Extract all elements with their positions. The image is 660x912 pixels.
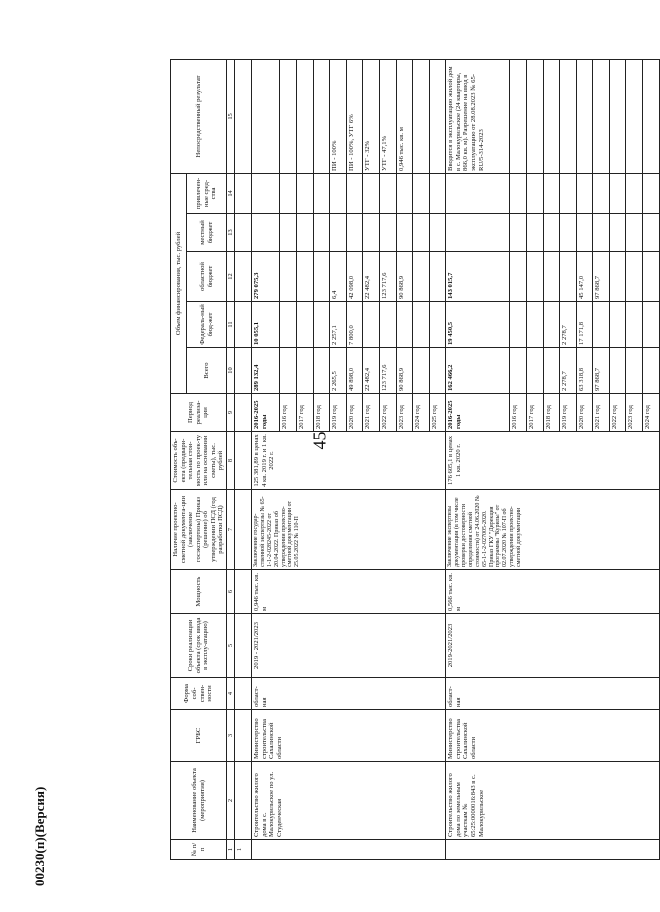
local-cell <box>429 214 446 252</box>
total-cell <box>543 348 560 394</box>
result-cell: Вводится в эксплуатацию жилой дом в с. Малокурильское (24 квартиры, 866,0 кв. м). Разрешение на ввод в эксплуатацию от 28.08.2023 № 65-RU/5-314-2023 <box>446 59 510 173</box>
header-cost: Стоимость объ-екта (предвари-тельная стои-мость по проек-ту или на основании сметы), тыс. рублей <box>171 432 227 490</box>
other-cell <box>526 173 543 213</box>
federal-cell <box>642 302 659 348</box>
other-cell <box>626 173 643 213</box>
empty-cell <box>235 762 252 840</box>
local-cell <box>642 214 659 252</box>
header-local: местный бюджет <box>187 214 227 252</box>
regional-cell: 45 147,0 <box>576 252 593 302</box>
regional-cell <box>413 252 430 302</box>
result-cell: ПИ - 100%, УТГ 6% <box>346 59 363 173</box>
other-cell <box>379 173 396 213</box>
header-result: Непосредственный результат <box>171 59 227 173</box>
regional-cell <box>543 252 560 302</box>
regional-cell: 97 868,7 <box>593 252 610 302</box>
document-footer: 00230(п)(Версия) <box>32 786 47 886</box>
period-cell: 2016-2025 годы <box>251 394 279 432</box>
period-cell: 2024 год <box>413 394 430 432</box>
other-cell <box>560 173 577 213</box>
empty-cell <box>235 348 252 394</box>
program-table <box>170 59 660 860</box>
result-cell <box>642 59 659 173</box>
period-cell: 2024 год <box>642 394 659 432</box>
other-cell <box>413 173 430 213</box>
local-cell <box>346 214 363 252</box>
local-cell <box>379 214 396 252</box>
regional-cell <box>510 252 527 302</box>
header-regional: областной бюджет <box>187 252 227 302</box>
period-cell: 2016 год <box>280 394 297 432</box>
other-cell <box>446 173 510 213</box>
table-body <box>235 59 659 859</box>
total-cell <box>609 348 626 394</box>
federal-cell <box>363 302 380 348</box>
period-cell: 2021 год <box>363 394 380 432</box>
federal-cell: 2 257,1 <box>330 302 347 348</box>
local-cell <box>626 214 643 252</box>
other-cell <box>576 173 593 213</box>
empty-cell <box>235 214 252 252</box>
period-cell: 2022 год <box>379 394 396 432</box>
federal-cell <box>297 302 314 348</box>
other-cell <box>297 173 314 213</box>
regional-cell: 42 098,0 <box>346 252 363 302</box>
regional-cell <box>609 252 626 302</box>
section-row <box>235 59 252 859</box>
object-name: Строительство жилого дома по земельным участкам № 65:25:0000016:843 в с. Малокурильское <box>446 762 660 840</box>
row-number-cell <box>251 840 445 860</box>
object-name: Строительство жилого дома в с. Малокурильское по ул. Студенческая <box>251 762 445 840</box>
result-cell <box>609 59 626 173</box>
regional-cell: 123 717,6 <box>379 252 396 302</box>
header-psd: Наличие проектно-сметной документа-ции (заключение госэкспертизы) Приказ (решение) об утверждении ПСД (год разработки ПСД) <box>171 490 227 570</box>
period-cell: 2021 год <box>593 394 610 432</box>
header-period: Период реализа-ции <box>171 394 227 432</box>
empty-cell <box>235 614 252 678</box>
result-cell <box>297 59 314 173</box>
object-cost: 176 605,1 в ценах 1 кв. 2020 г. <box>446 432 660 490</box>
row-number-cell <box>446 840 660 860</box>
regional-cell: 22 482,4 <box>363 252 380 302</box>
total-cell: 289 132,4 <box>251 348 279 394</box>
object-psd: Заключение государ-ственной экспертизы № 65-1-1-2-028245-2022 от 20.04.2022. Приказ об утверждении проектно-сметной документации от 25.05.2022 № 110-П <box>251 490 445 570</box>
regional-cell: 279 075,3 <box>251 252 279 302</box>
federal-cell <box>593 302 610 348</box>
local-cell <box>576 214 593 252</box>
column-number: 9 <box>227 394 235 432</box>
column-number: 7 <box>227 490 235 570</box>
federal-cell: 10 055,1 <box>251 302 279 348</box>
other-cell <box>429 173 446 213</box>
column-number: 1 <box>227 840 235 860</box>
federal-cell <box>609 302 626 348</box>
local-cell <box>526 214 543 252</box>
object-capacity: 0,566 тыс. кв. м <box>446 570 660 614</box>
period-cell: 2016-2025 годы <box>446 394 510 432</box>
federal-cell <box>429 302 446 348</box>
other-cell <box>396 173 413 213</box>
other-cell <box>280 173 297 213</box>
regional-cell: 143 015,7 <box>446 252 510 302</box>
result-cell <box>413 59 430 173</box>
result-cell <box>560 59 577 173</box>
empty-cell <box>235 173 252 213</box>
result-cell <box>313 59 330 173</box>
page-number: 45 <box>309 431 330 450</box>
local-cell <box>413 214 430 252</box>
regional-cell <box>626 252 643 302</box>
column-number: 2 <box>227 762 235 840</box>
regional-cell <box>526 252 543 302</box>
column-number: 13 <box>227 214 235 252</box>
header-name: Наименование объекта (мероприятия) <box>171 762 227 840</box>
local-cell <box>313 214 330 252</box>
period-cell: 2017 год <box>526 394 543 432</box>
local-cell <box>560 214 577 252</box>
regional-cell <box>297 252 314 302</box>
federal-cell: 2 278,7 <box>560 302 577 348</box>
column-number: 3 <box>227 710 235 762</box>
other-cell <box>313 173 330 213</box>
period-cell: 2023 год <box>396 394 413 432</box>
total-cell <box>526 348 543 394</box>
header-total: Всего <box>187 348 227 394</box>
header-funding: Объем финансирования, тыс. рублей <box>171 173 187 393</box>
total-cell <box>429 348 446 394</box>
result-cell <box>626 59 643 173</box>
empty-cell <box>235 302 252 348</box>
federal-cell: 17 171,8 <box>576 302 593 348</box>
period-cell: 2020 год <box>346 394 363 432</box>
result-cell <box>251 59 279 173</box>
federal-cell <box>413 302 430 348</box>
result-cell <box>543 59 560 173</box>
result-cell <box>510 59 527 173</box>
local-cell <box>510 214 527 252</box>
total-cell <box>313 348 330 394</box>
period-cell: 2018 год <box>543 394 560 432</box>
empty-cell <box>235 490 252 570</box>
local-cell <box>280 214 297 252</box>
total-cell <box>626 348 643 394</box>
column-number: 4 <box>227 678 235 710</box>
local-cell <box>330 214 347 252</box>
total-cell <box>510 348 527 394</box>
period-cell: 2025 год <box>429 394 446 432</box>
federal-cell <box>379 302 396 348</box>
column-number: 15 <box>227 59 235 173</box>
header-term: Сроки реализации объекта (срок ввода в эксплу-атацию) <box>171 614 227 678</box>
total-cell: 2 278,7 <box>560 348 577 394</box>
other-cell <box>609 173 626 213</box>
period-cell: 2017 год <box>297 394 314 432</box>
period-cell: 2018 год <box>313 394 330 432</box>
period-cell: 2019 год <box>330 394 347 432</box>
other-cell <box>363 173 380 213</box>
header-num: № п/п <box>171 840 227 860</box>
regional-cell <box>280 252 297 302</box>
regional-cell <box>560 252 577 302</box>
total-cell: 2 265,5 <box>330 348 347 394</box>
other-cell <box>251 173 279 213</box>
result-cell: УТГ - 32% <box>363 59 380 173</box>
empty-cell <box>235 394 252 432</box>
column-number: 10 <box>227 348 235 394</box>
other-cell <box>346 173 363 213</box>
total-cell: 162 466,2 <box>446 348 510 394</box>
empty-cell <box>235 252 252 302</box>
other-cell <box>330 173 347 213</box>
header-federal: Федераль-ный бюд-жет <box>187 302 227 348</box>
header-capacity: Мощность <box>171 570 227 614</box>
object-term: 2019-2021/2023 <box>446 614 660 678</box>
local-cell <box>251 214 279 252</box>
total-cell: 90 868,9 <box>396 348 413 394</box>
local-cell <box>363 214 380 252</box>
column-number: 5 <box>227 614 235 678</box>
empty-cell <box>235 570 252 614</box>
local-cell <box>543 214 560 252</box>
object-form: област-ная <box>251 678 445 710</box>
federal-cell <box>313 302 330 348</box>
federal-cell <box>396 302 413 348</box>
table-row <box>446 59 510 859</box>
object-capacity: 0,946 тыс. кв. м <box>251 570 445 614</box>
local-cell <box>297 214 314 252</box>
other-cell <box>510 173 527 213</box>
other-cell <box>593 173 610 213</box>
header-other: привлечен-ные сред-ства <box>187 173 227 213</box>
header-form: Форма соб-ствен-ности <box>171 678 227 710</box>
rotated-table-sheet <box>170 60 651 860</box>
regional-cell <box>429 252 446 302</box>
object-form: област-ная <box>446 678 660 710</box>
object-grbs: Министерство строительства Сахалинской области <box>251 710 445 762</box>
total-cell: 123 717,6 <box>379 348 396 394</box>
total-cell: 63 318,8 <box>576 348 593 394</box>
total-cell: 97 868,7 <box>593 348 610 394</box>
section-marker: 1 <box>235 840 252 860</box>
local-cell <box>396 214 413 252</box>
total-cell: 22 482,4 <box>363 348 380 394</box>
total-cell <box>280 348 297 394</box>
regional-cell <box>642 252 659 302</box>
result-cell <box>593 59 610 173</box>
federal-cell <box>526 302 543 348</box>
header-grbs: ГРБС <box>171 710 227 762</box>
result-cell <box>576 59 593 173</box>
empty-cell <box>235 710 252 762</box>
table-row <box>251 59 279 859</box>
regional-cell <box>313 252 330 302</box>
column-number: 6 <box>227 570 235 614</box>
result-cell <box>429 59 446 173</box>
total-cell <box>642 348 659 394</box>
local-cell <box>593 214 610 252</box>
result-cell: ПИ - 100% <box>330 59 347 173</box>
total-cell <box>297 348 314 394</box>
period-cell: 2022 год <box>609 394 626 432</box>
result-cell: УТГ - 47,1% <box>379 59 396 173</box>
object-psd: Заключение экспертизы документации (в том числе проверки достоверности определения сметной стоимости) от 24.06.2020 № 65-1-1-2-027005-2020. Приказ ГКУ "Дирекция программы "Курилы" от 02.07.2020 № 107-П об утверждении проектно-сметной документации <box>446 490 660 570</box>
object-cost: 125 381,89 в ценах 4 кв. 2019 г. и 1 кв. 2022 г. <box>251 432 445 490</box>
table-header <box>171 59 235 859</box>
empty-cell <box>235 432 252 490</box>
empty-cell <box>235 678 252 710</box>
object-grbs: Министерство строительства Сахалинской области <box>446 710 660 762</box>
federal-cell <box>510 302 527 348</box>
column-number: 12 <box>227 252 235 302</box>
other-cell <box>642 173 659 213</box>
local-cell <box>446 214 510 252</box>
period-cell: 2023 год <box>626 394 643 432</box>
period-cell: 2016 год <box>510 394 527 432</box>
federal-cell <box>280 302 297 348</box>
column-number: 8 <box>227 432 235 490</box>
other-cell <box>543 173 560 213</box>
result-cell <box>280 59 297 173</box>
column-numbers-row <box>227 59 235 859</box>
federal-cell: 7 800,0 <box>346 302 363 348</box>
object-term: 2019 - 2021/2023 <box>251 614 445 678</box>
period-cell: 2020 год <box>576 394 593 432</box>
federal-cell <box>543 302 560 348</box>
column-number: 14 <box>227 173 235 213</box>
result-cell: 0,946 тыс. кв. м <box>396 59 413 173</box>
result-cell <box>526 59 543 173</box>
regional-cell: 6,4 <box>330 252 347 302</box>
local-cell <box>609 214 626 252</box>
empty-cell <box>235 59 252 173</box>
period-cell: 2019 год <box>560 394 577 432</box>
total-cell: 49 898,0 <box>346 348 363 394</box>
regional-cell: 90 868,9 <box>396 252 413 302</box>
total-cell <box>413 348 430 394</box>
column-number: 11 <box>227 302 235 348</box>
federal-cell: 19 450,5 <box>446 302 510 348</box>
federal-cell <box>626 302 643 348</box>
